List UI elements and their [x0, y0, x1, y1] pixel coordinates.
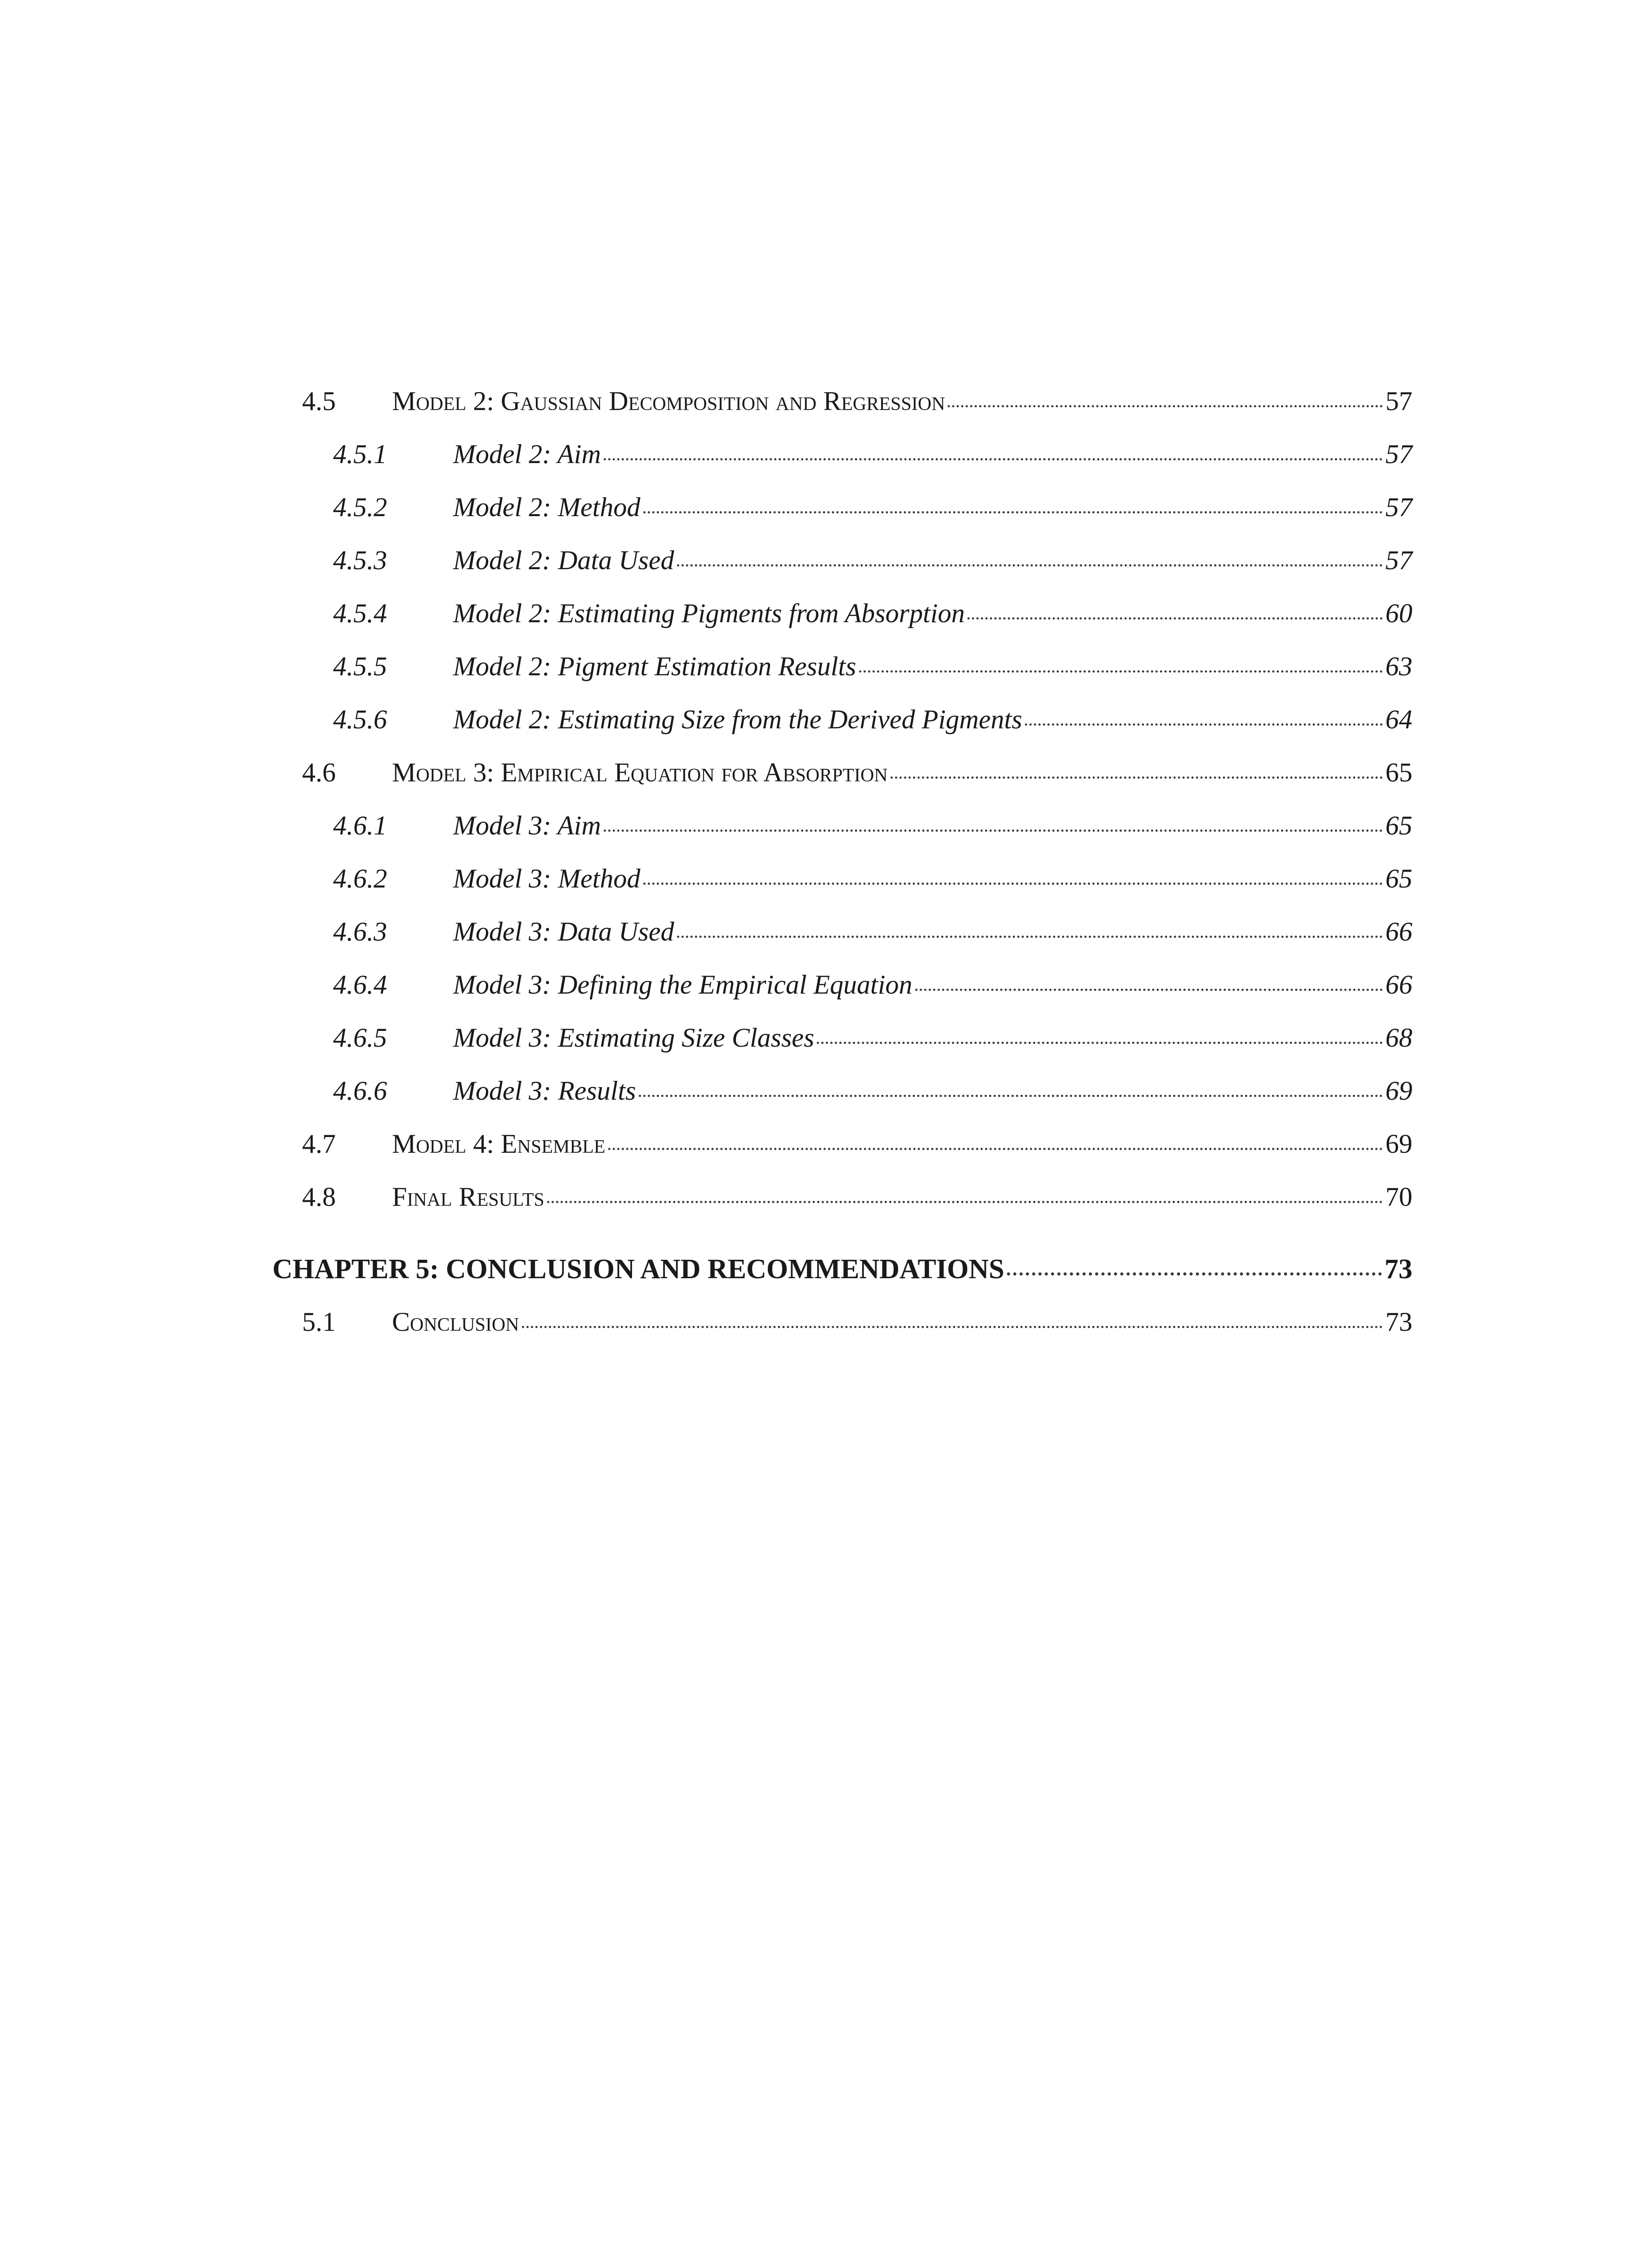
- toc-entry-title: Model 3: Aim: [453, 811, 601, 840]
- toc-entry-title: Model 2: Data Used: [453, 545, 674, 575]
- toc-entry-page: 69: [1385, 1076, 1412, 1106]
- dot-leader: [608, 1142, 1383, 1150]
- toc-entry-4-5[interactable]: [302, 386, 1412, 417]
- dot-leader: [1025, 717, 1383, 726]
- toc-entry-title: Model 3: Defining the Empirical Equation: [453, 970, 913, 999]
- toc-entry-title: Model 2: Aim: [453, 439, 601, 469]
- toc-entry-4-6[interactable]: [302, 757, 1412, 788]
- toc-entry-title: Model 2: Method: [453, 492, 641, 522]
- toc-entry-title: CHAPTER 5: CONCLUSION AND RECOMMENDATIONS: [272, 1254, 1005, 1285]
- dot-leader: [604, 452, 1383, 460]
- toc-entry-4-6-4[interactable]: [333, 969, 1412, 1000]
- toc-entry-title: Conclusion: [392, 1307, 519, 1337]
- toc-entry-number: 4.6.2: [333, 864, 387, 893]
- toc-entry-4-8[interactable]: [302, 1182, 1412, 1213]
- toc-entry-page: 73: [1385, 1254, 1412, 1285]
- toc-entry-number: 4.6.4: [333, 970, 387, 999]
- dot-leader: [643, 505, 1383, 513]
- toc-entry-number: 4.5: [302, 386, 336, 416]
- toc-entry-number: 5.1: [302, 1307, 336, 1337]
- toc-entry-chapter-5[interactable]: [272, 1253, 1412, 1285]
- toc-entry-4-6-1[interactable]: [333, 810, 1412, 841]
- toc-entry-number: 4.5.2: [333, 492, 387, 522]
- toc-entry-number: 4.7: [302, 1129, 336, 1159]
- toc-entry-4-5-2[interactable]: [333, 492, 1412, 523]
- toc-entry-page: 64: [1385, 705, 1412, 734]
- toc-entry-title: Model 3: Data Used: [453, 917, 674, 946]
- toc-entry-number: 4.6.3: [333, 917, 387, 946]
- dot-leader: [967, 611, 1383, 620]
- toc-entry-number: 4.8: [302, 1182, 336, 1212]
- toc-entry-title: Model 2: Pigment Estimation Results: [453, 651, 856, 681]
- dot-leader: [915, 982, 1383, 991]
- toc-entry-title: Model 4: Ensemble: [392, 1129, 606, 1159]
- dot-leader: [1007, 1266, 1382, 1276]
- dot-leader: [677, 558, 1383, 566]
- toc-entry-4-6-3[interactable]: [333, 916, 1412, 947]
- dot-leader: [639, 1088, 1383, 1097]
- dot-leader: [859, 664, 1383, 673]
- toc-entry-page: 65: [1385, 811, 1412, 840]
- toc-entry-number: 4.5.6: [333, 705, 387, 734]
- toc-entry-page: 69: [1385, 1129, 1412, 1159]
- toc-entry-title: Model 2: Gaussian Decomposition and Regression: [392, 386, 945, 416]
- toc-entry-number: 4.5.1: [333, 439, 387, 469]
- dot-leader: [948, 399, 1383, 407]
- toc-entry-page: 60: [1385, 598, 1412, 628]
- toc-entry-title: Final Results: [392, 1182, 544, 1212]
- toc-entry-number: 4.5.5: [333, 651, 387, 681]
- dot-leader: [677, 929, 1383, 938]
- toc-entry-title: Model 3: Empirical Equation for Absorption: [392, 758, 888, 787]
- toc-entry-page: 65: [1385, 864, 1412, 893]
- dot-leader: [522, 1320, 1383, 1328]
- toc-entry-4-5-5[interactable]: [333, 651, 1412, 682]
- toc-entry-page: 57: [1385, 439, 1412, 469]
- toc-entry-4-5-1[interactable]: [333, 439, 1412, 470]
- toc-entry-page: 73: [1385, 1307, 1412, 1337]
- toc-entry-title: Model 2: Estimating Pigments from Absorption: [453, 598, 965, 628]
- toc-entry-page: 65: [1385, 758, 1412, 787]
- dot-leader: [604, 823, 1383, 832]
- toc-entry-number: 4.6.1: [333, 811, 387, 840]
- toc-entry-page: 57: [1385, 386, 1412, 416]
- toc-entry-4-6-2[interactable]: [333, 863, 1412, 894]
- toc-entry-page: 68: [1385, 1023, 1412, 1053]
- dot-leader: [891, 770, 1383, 779]
- toc-entry-4-5-3[interactable]: [333, 545, 1412, 576]
- toc-entry-number: 4.6.5: [333, 1023, 387, 1053]
- toc-entry-page: 57: [1385, 492, 1412, 522]
- toc-entry-page: 66: [1385, 917, 1412, 946]
- toc-entry-page: 57: [1385, 545, 1412, 575]
- toc-entry-page: 70: [1385, 1182, 1412, 1212]
- toc-entry-4-6-5[interactable]: [333, 1022, 1412, 1053]
- toc-entry-4-5-6[interactable]: [333, 704, 1412, 735]
- toc-entry-title: Model 3: Results: [453, 1076, 636, 1106]
- toc-entry-page: 66: [1385, 970, 1412, 999]
- dot-leader: [817, 1035, 1383, 1044]
- dot-leader: [547, 1195, 1383, 1203]
- toc-entry-5-1[interactable]: [302, 1307, 1412, 1338]
- dot-leader: [643, 876, 1383, 885]
- toc-entry-4-7[interactable]: [302, 1128, 1412, 1160]
- toc-entry-4-6-6[interactable]: [333, 1075, 1412, 1106]
- toc-entry-title: Model 2: Estimating Size from the Derived Pigments: [453, 705, 1022, 734]
- toc-entry-4-5-4[interactable]: [333, 598, 1412, 629]
- toc-entry-number: 4.5.3: [333, 545, 387, 575]
- toc-entry-title: Model 3: Estimating Size Classes: [453, 1023, 815, 1053]
- toc-entry-title: Model 3: Method: [453, 864, 641, 893]
- toc-entry-page: 63: [1385, 651, 1412, 681]
- toc-entry-number: 4.6.6: [333, 1076, 387, 1106]
- toc-entry-number: 4.6: [302, 758, 336, 787]
- toc-entry-number: 4.5.4: [333, 598, 387, 628]
